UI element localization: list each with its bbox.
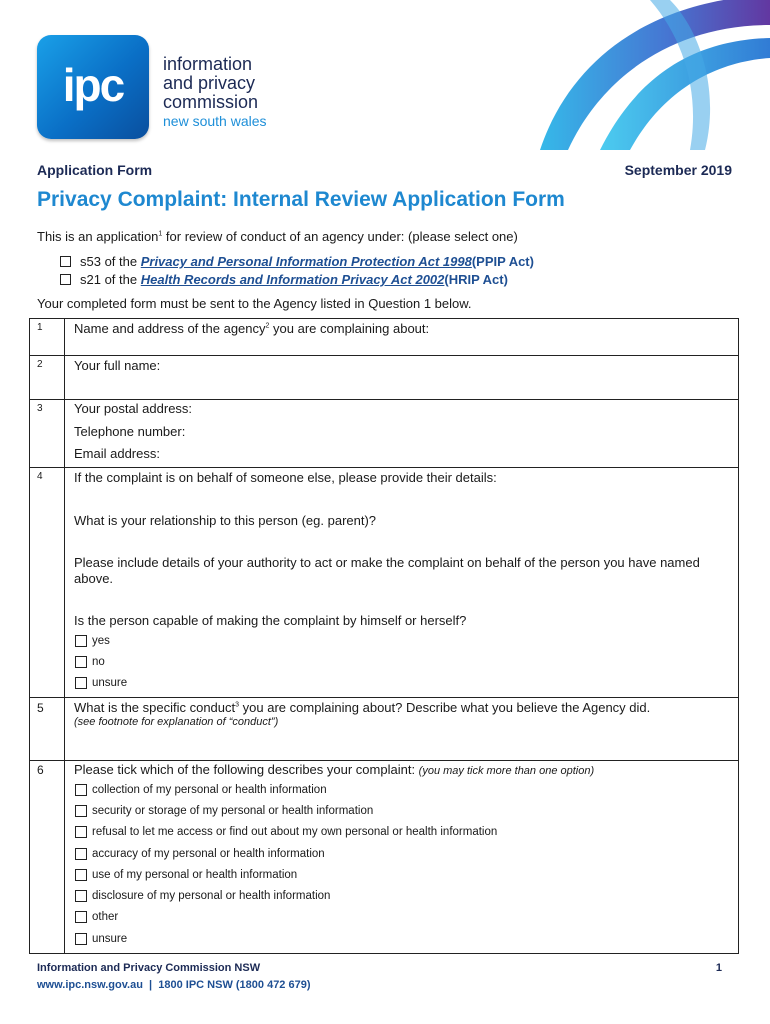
relationship-field[interactable]: What is your relationship to this person (eg. parent)? bbox=[74, 513, 377, 528]
footer-org: Information and Privacy Commission NSW bbox=[37, 962, 261, 974]
question-number-3: 3 bbox=[37, 403, 43, 414]
complaint-option-disclosure[interactable] bbox=[75, 890, 330, 902]
checkbox[interactable] bbox=[75, 677, 87, 689]
row-divider bbox=[30, 467, 738, 468]
row-divider bbox=[30, 760, 738, 761]
page-title: Privacy Complaint: Internal Review Application Form bbox=[37, 188, 565, 211]
logo-mark: ipc bbox=[62, 59, 124, 111]
question-6-hint: (you may tick more than one option) bbox=[418, 765, 595, 777]
form-type-label: Application Form bbox=[37, 162, 153, 178]
option-ppip-checkbox[interactable] bbox=[60, 256, 71, 267]
complaint-option-use[interactable] bbox=[75, 869, 297, 881]
checkbox[interactable] bbox=[75, 784, 87, 796]
capability-option-unsure[interactable] bbox=[75, 677, 127, 689]
option-hrip-prefix: s21 of the bbox=[80, 272, 141, 287]
question-1-text-end: you are complaining about: bbox=[269, 321, 430, 336]
footnote-ref-1: 1 bbox=[158, 230, 163, 238]
checkbox[interactable] bbox=[75, 635, 87, 647]
footnote-ref-2: 2 bbox=[265, 322, 270, 330]
question-6-text: Please tick which of the following describes your complaint: bbox=[74, 762, 419, 777]
org-name-line-1: information bbox=[163, 54, 253, 74]
page-number: 1 bbox=[715, 962, 722, 974]
authority-details-field[interactable]: Please include details of your authority to act or make the complaint on behalf of the person you have named above. bbox=[74, 555, 700, 586]
question-5-text: What is the specific conduct bbox=[74, 700, 236, 715]
capability-question: Is the person capable of making the complaint by himself or herself? bbox=[74, 613, 467, 628]
option-ppip-act bbox=[60, 254, 534, 269]
complaint-option-access[interactable] bbox=[75, 826, 497, 838]
complaint-type-question bbox=[74, 762, 594, 777]
capability-option-no[interactable] bbox=[75, 656, 105, 668]
checkbox[interactable] bbox=[75, 869, 87, 881]
complaint-option-label: disclosure of my personal or health information bbox=[92, 890, 331, 902]
question-number-4: 4 bbox=[37, 471, 43, 482]
conduct-footnote-hint: (see footnote for explanation of “conduct”) bbox=[74, 716, 279, 728]
hrip-act-abbr: (HRIP Act) bbox=[444, 272, 508, 287]
intro-text-end: for review of conduct of an agency under: (please select one) bbox=[162, 229, 518, 244]
complaint-option-label: collection of my personal or health information bbox=[92, 784, 327, 796]
intro-text-start: This is an application bbox=[37, 229, 159, 244]
row-divider bbox=[30, 399, 738, 400]
checkbox[interactable] bbox=[75, 890, 87, 902]
capability-option-yes[interactable] bbox=[75, 635, 110, 647]
question-1-label[interactable] bbox=[74, 321, 429, 336]
question-number-1: 1 bbox=[37, 322, 43, 333]
footnote-ref-3: 3 bbox=[235, 701, 240, 709]
footer-contact[interactable]: www.ipc.nsw.gov.au | 1800 IPC NSW (1800 472 679) bbox=[37, 979, 311, 991]
row-divider bbox=[30, 355, 738, 356]
hrip-act-link[interactable]: Health Records and Information Privacy Act 2002 bbox=[140, 272, 445, 287]
email-field[interactable]: Email address: bbox=[74, 446, 160, 461]
checkbox[interactable] bbox=[75, 848, 87, 860]
complaint-option-label: accuracy of my personal or health information bbox=[92, 848, 325, 860]
complaint-option-label: security or storage of my personal or health information bbox=[92, 805, 374, 817]
org-region: new south wales bbox=[163, 113, 267, 129]
capability-option-label: yes bbox=[92, 635, 110, 647]
postal-address-field[interactable]: Your postal address: bbox=[74, 401, 193, 416]
complaint-option-security[interactable] bbox=[75, 805, 373, 817]
ppip-act-link[interactable]: Privacy and Personal Information Protection Act 1998 bbox=[140, 254, 472, 269]
option-hrip-act bbox=[60, 272, 508, 287]
complaint-form-table bbox=[29, 318, 739, 954]
question-5-text-end: you are complaining about? Describe what you believe the Agency did. bbox=[239, 700, 651, 715]
full-name-field[interactable]: Your full name: bbox=[74, 358, 161, 373]
form-date: September 2019 bbox=[624, 162, 732, 178]
ipc-logo bbox=[37, 35, 149, 139]
intro-text bbox=[37, 229, 518, 244]
checkbox[interactable] bbox=[75, 805, 87, 817]
capability-option-label: no bbox=[92, 656, 105, 668]
telephone-field[interactable]: Telephone number: bbox=[74, 424, 186, 439]
complaint-option-other[interactable] bbox=[75, 911, 118, 923]
complaint-option-collection[interactable] bbox=[75, 784, 327, 796]
checkbox[interactable] bbox=[75, 656, 87, 668]
checkbox[interactable] bbox=[75, 911, 87, 923]
row-divider bbox=[30, 697, 738, 698]
complaint-option-label: other bbox=[92, 911, 119, 923]
checkbox[interactable] bbox=[75, 933, 87, 945]
checkbox[interactable] bbox=[75, 826, 87, 838]
option-hrip-checkbox[interactable] bbox=[60, 274, 71, 285]
question-number-5: 5 bbox=[37, 701, 44, 715]
org-name-line-3: commission bbox=[163, 92, 259, 112]
complaint-option-unsure[interactable] bbox=[75, 933, 127, 945]
submission-note: Your completed form must be sent to the Agency listed in Question 1 below. bbox=[37, 296, 472, 311]
capability-option-label: unsure bbox=[92, 677, 128, 689]
org-name-line-2: and privacy bbox=[163, 73, 256, 93]
complaint-option-accuracy[interactable] bbox=[75, 848, 325, 860]
on-behalf-details-field[interactable]: If the complaint is on behalf of someone else, please provide their details: bbox=[74, 470, 497, 485]
decorative-swoosh bbox=[500, 0, 770, 150]
column-divider bbox=[64, 319, 65, 953]
conduct-description-field[interactable] bbox=[74, 700, 650, 715]
ppip-act-abbr: (PPIP Act) bbox=[471, 254, 534, 269]
question-number-6: 6 bbox=[37, 763, 44, 777]
complaint-option-label: refusal to let me access or find out about my own personal or health information bbox=[92, 826, 498, 838]
complaint-option-label: use of my personal or health information bbox=[92, 869, 298, 881]
question-1-text: Name and address of the agency bbox=[74, 321, 266, 336]
option-ppip-prefix: s53 of the bbox=[80, 254, 141, 269]
question-number-2: 2 bbox=[37, 359, 43, 370]
complaint-option-label: unsure bbox=[92, 933, 128, 945]
